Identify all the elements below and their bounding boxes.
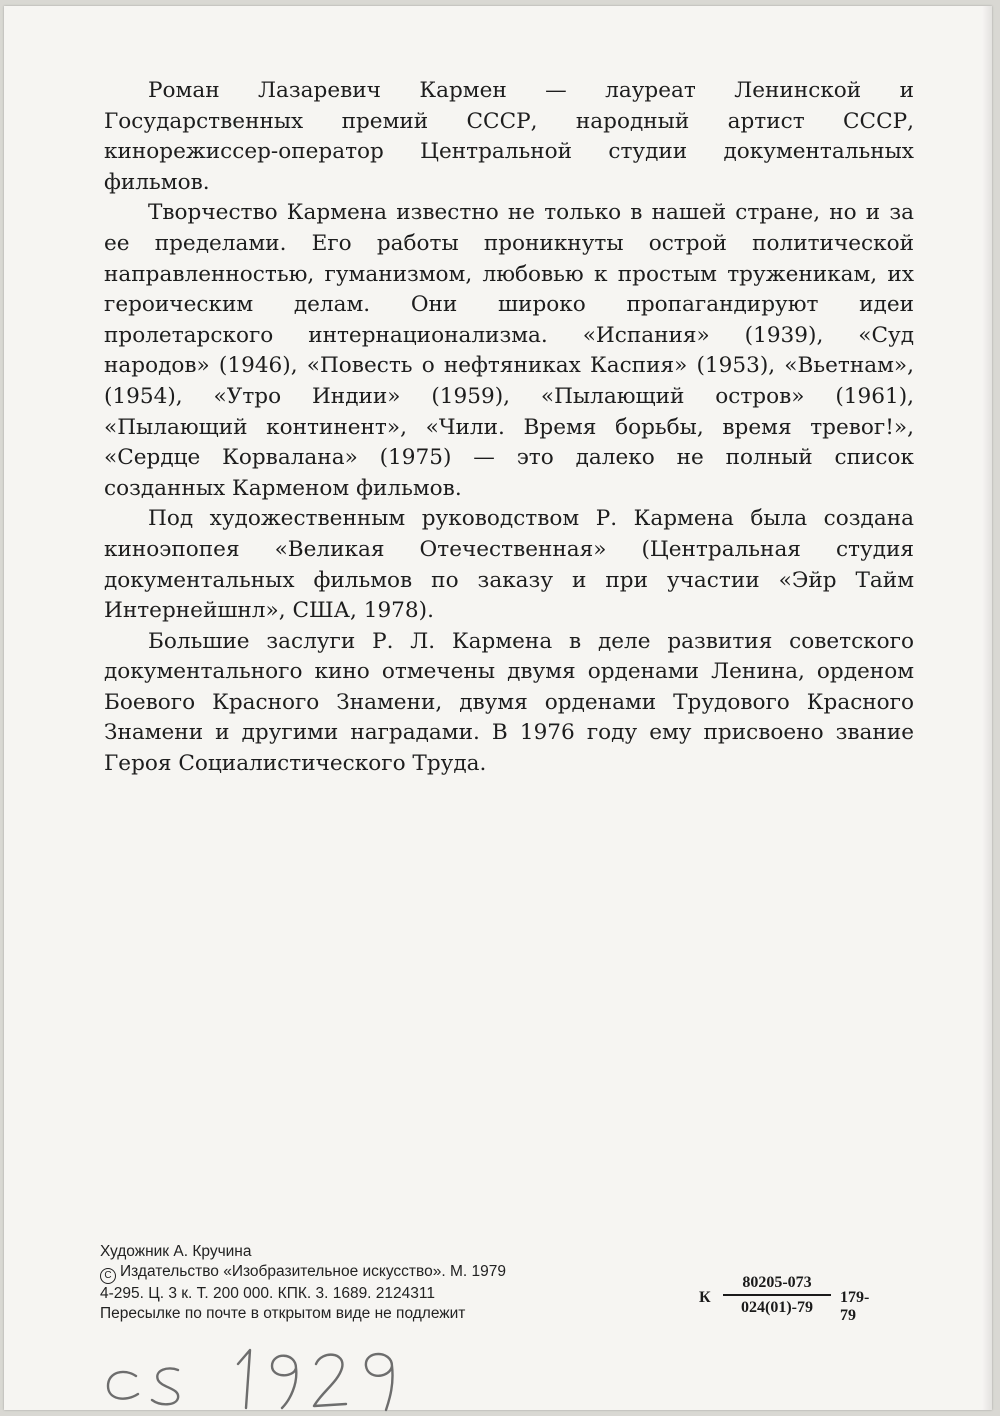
handwritten-note — [100, 1338, 420, 1414]
handwritten-9-second — [366, 1354, 393, 1410]
index-denominator: 024(01)-79 — [741, 1299, 813, 1316]
mail-note: Пересылке по почте в открытом виде не подлежит — [100, 1305, 466, 1322]
handwritten-9-first — [272, 1356, 296, 1408]
index-suffix: 179-79 — [840, 1289, 870, 1324]
biography-text — [104, 76, 914, 780]
paragraph-filmography: Творчество Кармена известно не только в нашей стране, но и за ее пределами. Его работы проникнуты острой политической направленностью, гуманизмом, любовью к простым труженикам, их героическим делам. Они широко пропагандируют идеи пролетарского интернационализма. «Испания» (1939), «Суд народов» (1946), «Повесть о нефтяниках Каспия» (1953), «Вьетнам», (1954), «Утро Индии» (1959), «Пылающий остров» (1961), «Пылающий континент», «Чили. Время борьбы, время тревог!», «Сердце Корвалана» (1975) — это далеко не полный список созданных Карменом фильмов. — [104, 200, 914, 501]
colophon — [100, 1242, 700, 1324]
handwritten-2 — [314, 1355, 346, 1406]
publisher-line — [100, 1262, 700, 1284]
index-letter: К — [699, 1289, 711, 1306]
print-info: 4-295. Ц. 3 к. Т. 200 000. КПК. 3. 1689. 2124311 — [100, 1285, 435, 1302]
copyright-icon: C — [100, 1268, 116, 1284]
handwritten-1 — [238, 1350, 250, 1408]
index-numerator: 80205-073 — [723, 1274, 831, 1296]
paragraph-intro: Роман Лазаревич Кармен — лауреат Ленинской и Государственных премий СССР, народный артист СССР, кинорежиссер-оператор Центральной студии документальных фильмов. — [104, 78, 914, 195]
index-fraction — [723, 1274, 831, 1317]
paragraph-epic: Под художественным руководством Р. Кармена была создана киноэпопея «Великая Отечественная» (Центральная студия документальных фильмов по заказу и при участии «Эйр Тайм Интернейшнл», США, 1978). — [104, 506, 914, 624]
handwritten-c — [108, 1372, 138, 1399]
handwritten-s — [152, 1368, 178, 1404]
artist-credit: Художник А. Кручина — [100, 1243, 252, 1260]
postcard-back — [4, 6, 992, 1410]
paragraph-awards: Большие заслуги Р. Л. Кармена в деле развития советского документального кино отмечены двумя орденами Ленина, орденом Боевого Красного Знамени, двумя орденами Трудового Красного Знамени и другими наградами. В 1976 году ему присвоено звание Героя Социалистического Труда. — [104, 628, 914, 777]
card-edge-shadow — [982, 6, 992, 1410]
publisher-text: Издательство «Изобразительное искусство». М. 1979 — [120, 1263, 506, 1280]
